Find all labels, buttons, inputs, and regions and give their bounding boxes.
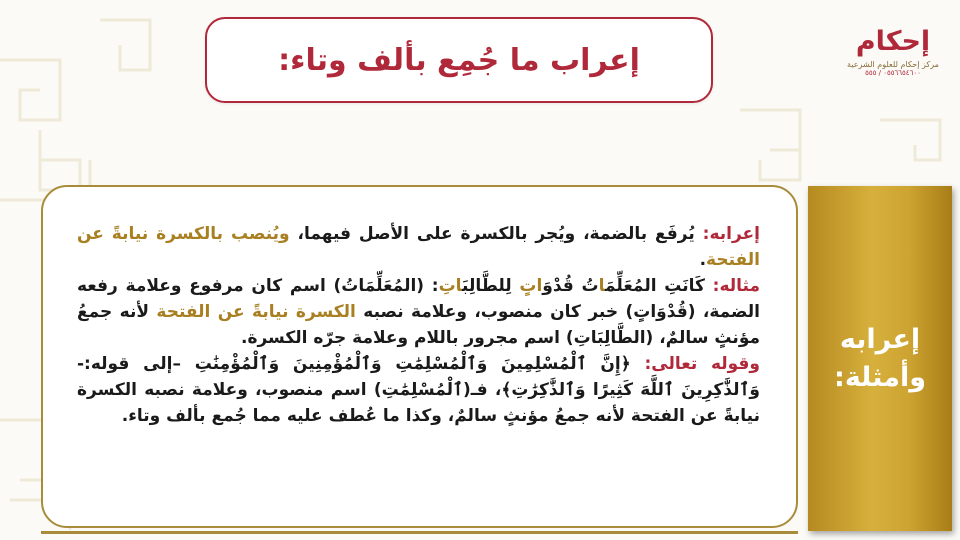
logo-contact: ٠٥٥٦٦٥٤٦٠٠ / ٥٥٥ — [865, 69, 921, 77]
rule-highlight: ويُنصب بالكسرة نيابةً عن الفتحة — [77, 224, 760, 270]
example-suffix-2: اتٍ — [519, 276, 543, 296]
quran-label: وقوله تعالى: — [644, 354, 760, 374]
side-panel-line-1: إعرابه — [839, 323, 921, 355]
content-text — [77, 221, 760, 429]
page-title: إعراب ما جُمِع بألف وتاء: — [278, 42, 640, 78]
paragraph-example — [77, 273, 760, 351]
content-box — [41, 185, 798, 528]
example-text-2: تُ قُدْوَ — [542, 276, 599, 296]
quran-text: ﴿إِنَّ ٱلْمُسْلِمِينَ وَٱلْمُسْلِمَٰتِ وَٱلْمُؤْمِنِينَ وَٱلْمُؤْمِنَٰتِ –إلى قوله:- وَٱلذَّٰكِرِينَ ٱللَّهَ كَثِيرًا وَٱلذَّٰكِرَٰتِ﴾، فـ(ٱلْمُسْلِمَٰتِ) اسم منصوب، وعلامة نصبه الكسرة نيابةً عن الفتحة لأنه جمعُ مؤنثٍ سالمٌ، وكذا ما عُطف عليه مما جُمع بألف وتاء. — [77, 354, 760, 426]
title-box — [205, 17, 713, 103]
logo-wordmark: إحكام — [855, 26, 931, 57]
example-suffix-3: اتِ — [438, 276, 463, 296]
logo — [846, 18, 940, 98]
example-highlight: الكسرة نيابةً عن الفتحة — [156, 302, 356, 322]
rule-label: إعرابه: — [702, 224, 760, 244]
side-panel — [808, 186, 952, 531]
example-text-3: لِلطَّالِبَ — [462, 276, 520, 296]
example-text-1: كَانَتِ المُعَلِّمَ — [605, 276, 713, 296]
logo-subtitle: مركز إحكام للعلوم الشرعية — [847, 60, 939, 69]
example-text-4: : (المُعَلِّمَاتُ) اسم كان مرفوع وعلامة رفعه الضمة، (قُدْوَاتٍ) خبر كان منصوب، وعلامة نصبه — [77, 276, 760, 322]
bottom-bar — [41, 531, 798, 534]
side-panel-line-2: وأمثلة: — [834, 361, 926, 393]
example-text-5: لأنه جمعُ مؤنثٍ سالمٌ، (الطَّالِبَاتِ) اسم مجرور باللام وعلامة جرّه الكسرة. — [77, 302, 760, 348]
rule-text: يُرفَع بالضمة، ويُجر بالكسرة على الأصل فيهما، — [289, 224, 703, 244]
paragraph-rule — [77, 221, 760, 273]
example-suffix-1: ا — [598, 276, 605, 296]
example-label: مثاله: — [712, 276, 760, 296]
rule-end: . — [699, 250, 707, 270]
paragraph-quran — [77, 351, 760, 429]
